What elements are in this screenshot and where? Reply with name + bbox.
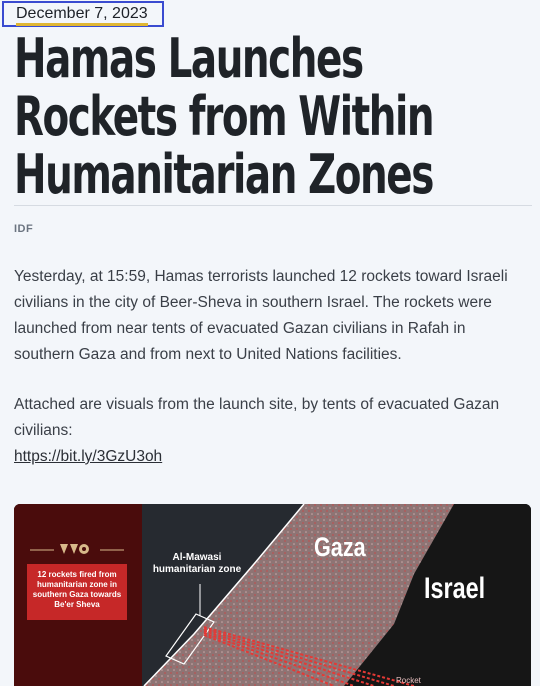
israel-label: Israel	[424, 572, 486, 605]
callout-box: 12 rockets fired from humanitarian zone in southern Gaza towards Be'er Sheva	[27, 564, 127, 620]
gaza-label: Gaza	[314, 532, 366, 562]
zone-label: Al-Mawasi humanitarian zone	[152, 552, 242, 575]
article-headline: Hamas Launches Rockets from Within Humanitarian Zones	[14, 27, 434, 206]
article-body	[14, 264, 514, 494]
paragraph-2	[14, 392, 514, 470]
rocket-label: Rocket	[396, 676, 421, 685]
article-source[interactable]: IDF	[14, 223, 34, 235]
article-date: December 7, 2023	[16, 5, 148, 26]
idf-emblem	[60, 544, 89, 554]
map-image[interactable]	[14, 504, 531, 686]
paragraph-2-text: Attached are visuals from the launch site, by tents of evacuated Gazan civilians:	[14, 396, 500, 439]
divider	[14, 205, 532, 206]
date-highlight-box	[2, 1, 164, 27]
paragraph-1: Yesterday, at 15:59, Hamas terrorists launched 12 rockets toward Israeli civilians in the city of Beer-Sheva in southern Israel. The rockets were launched from near tents of evacuated Gazan civilians in Rafah in southern Gaza and from next to United Nations facilities.	[14, 268, 508, 363]
source-link[interactable]: https://bit.ly/3GzU3oh	[14, 448, 163, 465]
